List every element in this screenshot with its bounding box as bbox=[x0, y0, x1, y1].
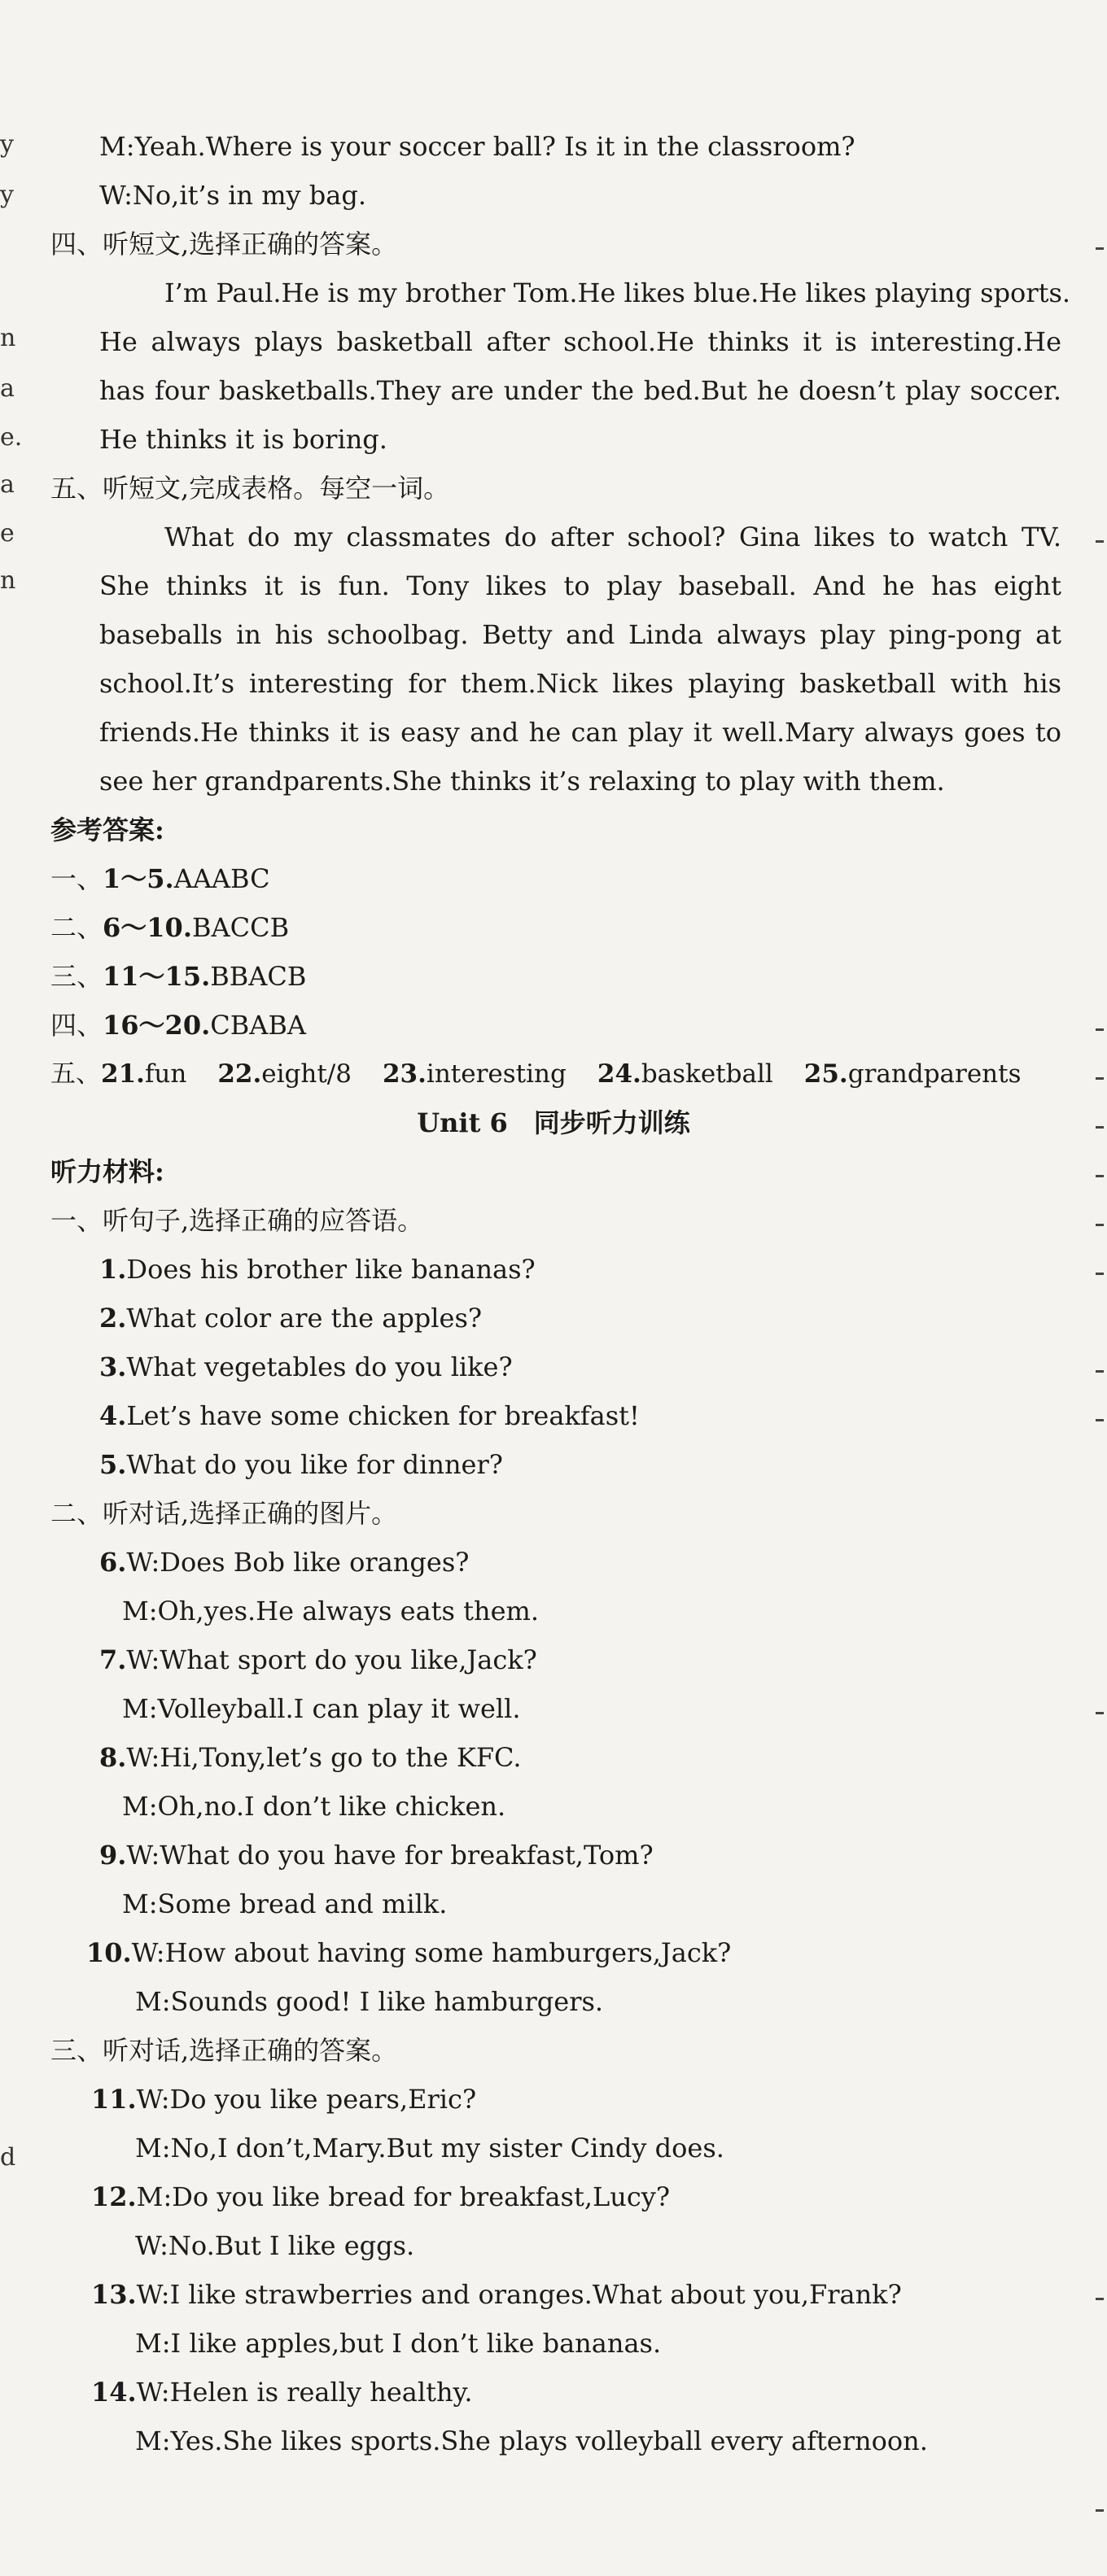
answer-row bbox=[50, 911, 289, 944]
edge-fragment bbox=[1096, 1409, 1107, 1434]
answer-text: grandparents bbox=[847, 1059, 1022, 1089]
answer-prefix: 五、 bbox=[50, 1059, 101, 1089]
dialogue-question: M:Do you like bread for breakfast,Lucy? bbox=[136, 2181, 671, 2212]
question-item bbox=[99, 1399, 640, 1432]
dialogue-question: W:What do you have for breakfast,Tom? bbox=[126, 1840, 654, 1871]
answer-row bbox=[50, 862, 270, 895]
answer-text: basketball bbox=[641, 1059, 773, 1089]
dialogue-answer: M:Volleyball.I can play it well. bbox=[122, 1693, 521, 1724]
answer-range: 16～20. bbox=[103, 1010, 211, 1041]
answer-text: interesting bbox=[426, 1059, 567, 1089]
question-num: 2. bbox=[99, 1303, 127, 1334]
question-text: Does his brother like bananas? bbox=[126, 1254, 536, 1285]
question-num: 8. bbox=[99, 1742, 127, 1773]
answer-text: eight/8 bbox=[261, 1059, 352, 1089]
question-num: 9. bbox=[99, 1840, 127, 1871]
answer-num: 21. bbox=[101, 1059, 145, 1089]
edge-fragment bbox=[1096, 2500, 1107, 2524]
answer-num: 22. bbox=[217, 1059, 262, 1089]
edge-char: e bbox=[0, 519, 15, 548]
dialogue-answer: M:Sounds good! I like hamburgers. bbox=[135, 1986, 604, 2017]
answer-range: 11～15. bbox=[103, 961, 211, 992]
edge-fragment bbox=[1096, 1702, 1107, 1727]
dialogue-question: W:How about having some hamburgers,Jack? bbox=[131, 1937, 732, 1968]
question-num: 7. bbox=[99, 1644, 127, 1675]
answer-num: 25. bbox=[803, 1059, 848, 1089]
passage-line: She thinks it is fun. Tony likes to play baseball. And he has eight bbox=[99, 570, 1061, 601]
dialogue-line: M:Yeah.Where is your soccer ball? Is it in the classroom? bbox=[99, 131, 855, 162]
answer-num: 24. bbox=[597, 1059, 641, 1089]
edge-fragment bbox=[1096, 530, 1107, 555]
edge-char: y bbox=[0, 181, 14, 209]
dialogue-item bbox=[91, 2376, 473, 2408]
passage-line: baseballs in his schoolbag. Betty and Linda always play ping-pong at bbox=[99, 619, 1061, 650]
edge-char: a bbox=[0, 470, 15, 499]
answer-prefix: 二、 bbox=[50, 912, 103, 943]
answer-text: BACCB bbox=[191, 912, 290, 943]
question-item bbox=[99, 1351, 513, 1383]
edge-fragment bbox=[1096, 1214, 1107, 1238]
edge-fragment bbox=[1096, 1263, 1107, 1287]
dialogue-question: W:Hi,Tony,let’s go to the KFC. bbox=[126, 1742, 522, 1773]
answer-text: fun bbox=[144, 1059, 187, 1089]
edge-char: e. bbox=[0, 423, 23, 452]
edge-fragment bbox=[1096, 2288, 1107, 2312]
edge-fragment bbox=[1096, 1360, 1107, 1385]
question-text: What do you like for dinner? bbox=[126, 1449, 503, 1480]
dialogue-answer: M:Some bread and milk. bbox=[122, 1888, 448, 1919]
question-num: 14. bbox=[91, 2377, 137, 2408]
answer-text: CBABA bbox=[210, 1010, 306, 1041]
edge-char: n bbox=[0, 324, 16, 352]
passage-line: see her grandparents.She thinks it’s relaxing to play with them. bbox=[99, 766, 945, 797]
question-text: What vegetables do you like? bbox=[126, 1351, 513, 1382]
answer-text: AAABC bbox=[173, 863, 270, 894]
question-item bbox=[99, 1253, 536, 1286]
question-text: What color are the apples? bbox=[126, 1303, 483, 1334]
question-num: 4. bbox=[99, 1400, 127, 1431]
dialogue-question: W:Do you like pears,Eric? bbox=[136, 2084, 477, 2115]
answer-range: 6～10. bbox=[103, 912, 192, 943]
dialogue-answer: M:Yes.She likes sports.She plays volleyball every afternoon. bbox=[135, 2425, 928, 2456]
edge-fragment bbox=[1096, 1165, 1107, 1190]
dialogue-item bbox=[99, 1839, 654, 1871]
passage-line: What do my classmates do after school? Gina likes to watch TV. bbox=[164, 522, 1061, 552]
dialogue-answer: W:No.But I like eggs. bbox=[135, 2230, 415, 2261]
answer-prefix: 四、 bbox=[50, 1010, 103, 1041]
question-item bbox=[99, 1448, 503, 1481]
edge-fragment bbox=[1096, 238, 1107, 262]
dialogue-item bbox=[99, 1741, 522, 1774]
answer-row bbox=[50, 1009, 306, 1041]
dialogue-question: W:I like strawberries and oranges.What about you,Frank? bbox=[136, 2279, 902, 2310]
answer-text: BBACB bbox=[210, 961, 307, 992]
dialogue-question: W:What sport do you like,Jack? bbox=[126, 1644, 537, 1675]
edge-char: y bbox=[0, 130, 14, 159]
question-num: 10. bbox=[86, 1937, 132, 1968]
question-num: 12. bbox=[91, 2181, 137, 2212]
section-heading: 二、听对话,选择正确的图片。 bbox=[50, 1498, 398, 1529]
dialogue-answer: M:I like apples,but I don’t like bananas. bbox=[135, 2328, 662, 2359]
dialogue-item bbox=[91, 2181, 670, 2213]
answers-title: 参考答案: bbox=[50, 814, 164, 845]
section-heading: 三、听对话,选择正确的答案。 bbox=[50, 2035, 398, 2066]
passage-line: school.It’s interesting for them.Nick likes playing basketball with his bbox=[99, 668, 1061, 699]
section-heading: 一、听句子,选择正确的应答语。 bbox=[50, 1205, 424, 1236]
question-text: Let’s have some chicken for breakfast! bbox=[126, 1400, 640, 1431]
dialogue-line: W:No,it’s in my bag. bbox=[99, 180, 367, 211]
edge-char: a bbox=[0, 374, 15, 403]
passage-line: has four basketballs.They are under the bed.But he doesn’t play soccer. bbox=[99, 375, 1061, 406]
question-num: 5. bbox=[99, 1449, 127, 1480]
question-item bbox=[99, 1302, 482, 1334]
answer-prefix: 三、 bbox=[50, 961, 103, 992]
answer-prefix: 一、 bbox=[50, 863, 103, 894]
dialogue-answer: M:Oh,yes.He always eats them. bbox=[122, 1596, 540, 1626]
question-num: 1. bbox=[99, 1254, 127, 1285]
passage-line: friends.He thinks it is easy and he can play it well.Mary always goes to bbox=[99, 717, 1061, 748]
question-num: 13. bbox=[91, 2279, 137, 2310]
dialogue-answer: M:Oh,no.I don’t like chicken. bbox=[122, 1791, 506, 1822]
question-num: 11. bbox=[91, 2084, 137, 2115]
dialogue-question: W:Helen is really healthy. bbox=[136, 2377, 473, 2408]
answer-row bbox=[50, 960, 306, 993]
dialogue-item bbox=[91, 2278, 902, 2311]
unit-title: Unit 6 同步听力训练 bbox=[417, 1107, 690, 1138]
answer-row-5 bbox=[50, 1058, 1022, 1090]
passage-line: He always plays basketball after school.He thinks it is interesting.He bbox=[99, 326, 1061, 357]
dialogue-question: W:Does Bob like oranges? bbox=[126, 1547, 470, 1578]
question-num: 3. bbox=[99, 1351, 127, 1382]
edge-fragment bbox=[1096, 1019, 1107, 1043]
section-heading: 四、听短文,选择正确的答案。 bbox=[50, 229, 398, 260]
material-title: 听力材料: bbox=[50, 1156, 164, 1187]
answer-num: 23. bbox=[382, 1059, 427, 1089]
dialogue-item bbox=[91, 2083, 476, 2115]
section-heading: 五、听短文,完成表格。每空一词。 bbox=[50, 473, 450, 504]
edge-fragment bbox=[1096, 1068, 1107, 1092]
dialogue-item bbox=[99, 1644, 537, 1676]
dialogue-answer: M:No,I don’t,Mary.But my sister Cindy does. bbox=[135, 2133, 724, 2163]
dialogue-item bbox=[86, 1936, 731, 1969]
passage-line: He thinks it is boring. bbox=[99, 424, 387, 455]
edge-char: n bbox=[0, 566, 16, 595]
answer-range: 1～5. bbox=[103, 863, 174, 894]
dialogue-item bbox=[99, 1546, 469, 1578]
passage-line: I’m Paul.He is my brother Tom.He likes blue.He likes playing sports. bbox=[164, 277, 1071, 308]
edge-char: d bbox=[0, 2143, 16, 2172]
question-num: 6. bbox=[99, 1547, 127, 1578]
